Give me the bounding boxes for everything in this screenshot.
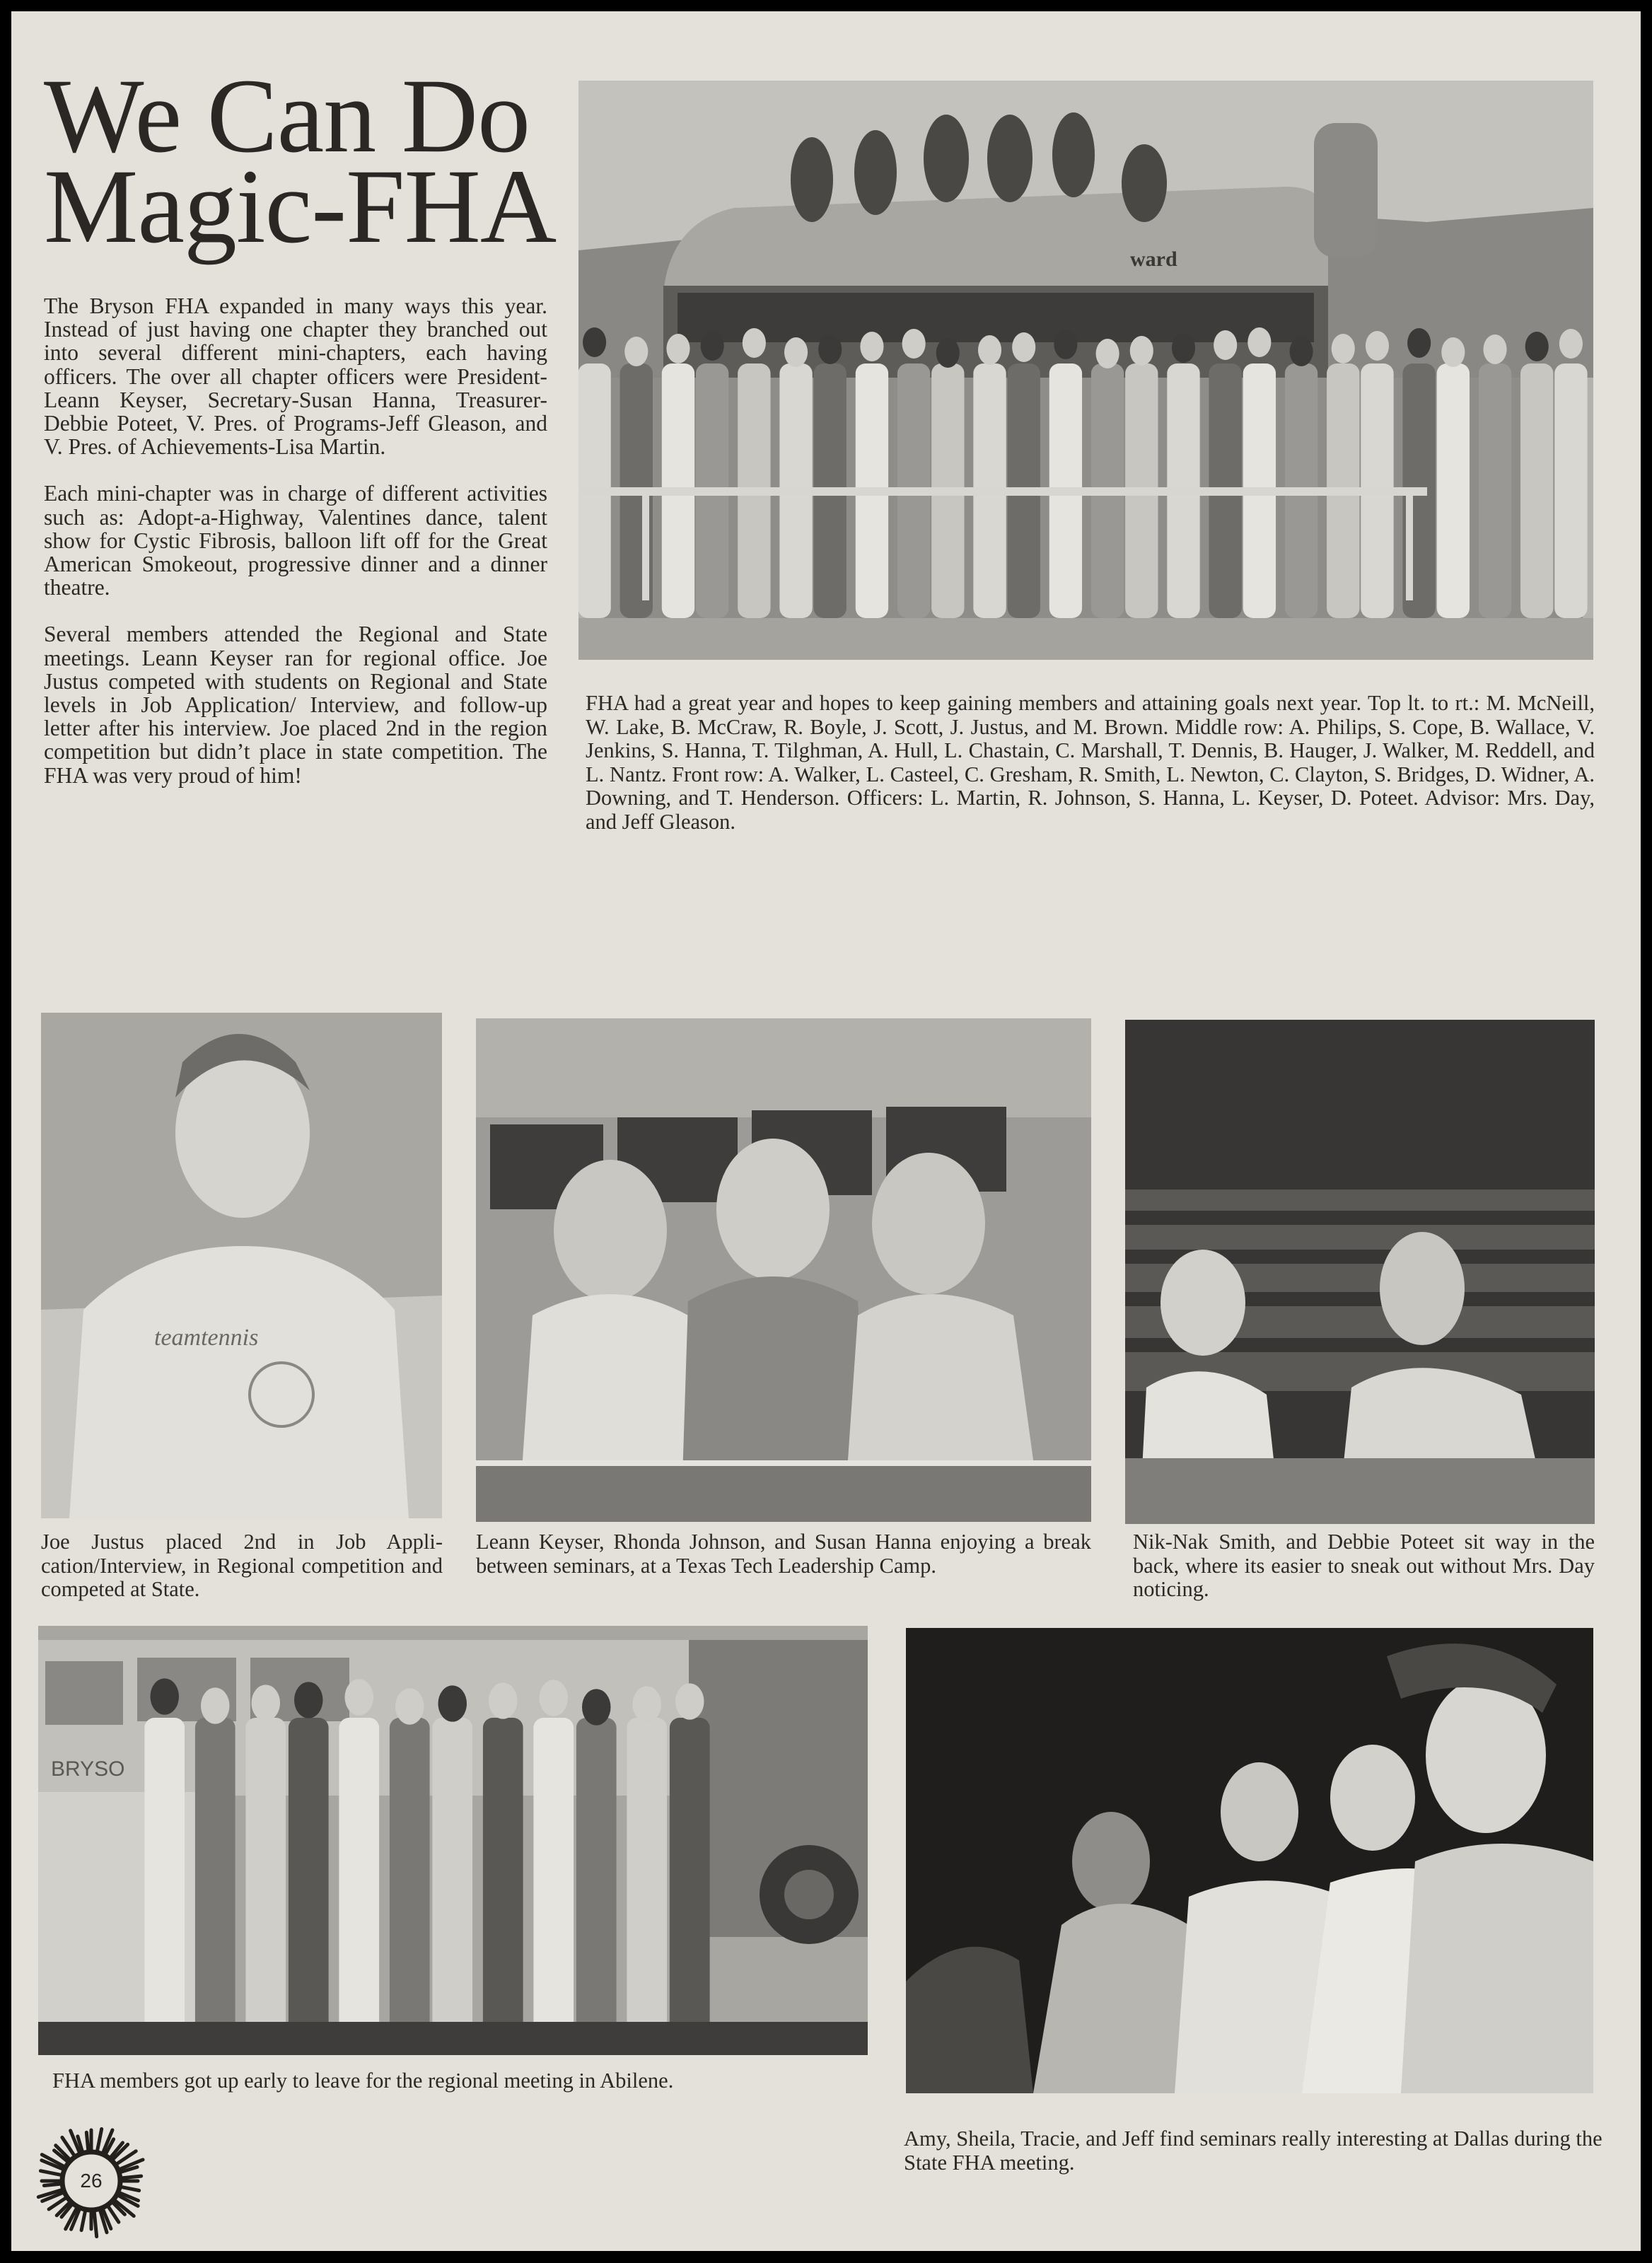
page-number: 26 bbox=[80, 2170, 103, 2192]
regional-trip-photo bbox=[38, 1626, 868, 2055]
joe-justus-photo bbox=[41, 1013, 442, 1518]
leadership-camp-photo bbox=[476, 1018, 1091, 1522]
back-row-illustration bbox=[1125, 1020, 1595, 1524]
page-title bbox=[44, 57, 567, 265]
regional-trip-illustration bbox=[38, 1626, 868, 2055]
bus-lettering: ward bbox=[1130, 248, 1177, 271]
story-paragraph: Each mini-chapter was in charge of different activities such as: Adopt-a-Highway, Valentines dance, talent show for Cystic Fibrosis, balloon lift off for the Great American Smokeout, progressive dinner and a dinner theatre. bbox=[44, 481, 547, 600]
page-title-line-2: Magic-FHA bbox=[44, 148, 557, 265]
joe-justus-caption: Joe Justus placed 2nd in Job Application/Interview, in Regional competition and competed at State. bbox=[41, 1530, 443, 1601]
page-title-line-1: We Can Do bbox=[44, 57, 530, 175]
leadership-camp-caption: Leann Keyser, Rhonda Johnson, and Susan Hanna enjoying a break between seminars, at a Texas Tech Leadership Camp. bbox=[476, 1530, 1091, 1578]
back-row-caption: Nik-Nak Smith, and Debbie Poteet sit way in the back, where its easier to sneak out without Mrs. Day noticing. bbox=[1133, 1530, 1595, 1601]
story-paragraph: The Bryson FHA expanded in many ways this year. Instead of just having one chapter they branched out into several different mini-chapters, each having officers. The over all chapter officers were President-Leann Keyser, Secretary-Susan Hanna, Treasurer-Debbie Poteet, V. Pres. of Programs-Jeff Gleason, and V. Pres. of Achievements-Lisa Martin. bbox=[44, 293, 547, 460]
group-photo-illustration bbox=[578, 81, 1593, 660]
joe-justus-illustration bbox=[41, 1013, 442, 1518]
group-photo-caption: FHA had a great year and hopes to keep gaining members and attaining goals next year. Top lt. to rt.: M. McNeill, W. Lake, B. McCraw, R. Boyle, J. Scott, J. Justus, and M. Brown. Middle row: A. Philips, S. Cope, B. Wallace, V. Jenkins, S. Hanna, T. Tilghman, A. Hull, L. Chastain, C. Marshall, T. Dennis, B. Hauger, J. Walker, M. Reddell, and L. Nantz. Front row: A. Walker, L. Casteel, C. Gresham, R. Smith, L. Newton, C. Clayton, S. Bridges, D. Widner, A. Downing, and T. Henderson. Officers: L. Martin, R. Johnson, S. Hanna, L. Keyser, D. Poteet. Advisor: Mrs. Day, and Jeff Gleason. bbox=[586, 691, 1595, 834]
back-row-photo bbox=[1125, 1020, 1595, 1524]
group-photo-bus bbox=[578, 81, 1593, 660]
shirt-lettering: teamtennis bbox=[154, 1325, 259, 1351]
page-number-badge bbox=[31, 2121, 151, 2241]
story-column bbox=[44, 294, 547, 810]
state-meeting-caption: Amy, Sheila, Tracie, and Jeff find seminars really interesting at Dallas during the State FHA meeting. bbox=[904, 2127, 1602, 2175]
state-meeting-illustration bbox=[906, 1628, 1593, 2093]
story-paragraph: Several members attended the Regional and State meetings. Leann Keyser ran for regional office. Joe Justus competed with students on Regional and State levels in Job Application/ Interview, and follow-up letter after his interview. Joe placed 2nd in the region competition but didn’t place in state competition. The FHA was very proud of him! bbox=[44, 622, 547, 788]
leadership-camp-illustration bbox=[476, 1018, 1091, 1522]
regional-trip-caption: FHA members got up early to leave for the regional meeting in Abilene. bbox=[52, 2069, 674, 2093]
state-meeting-photo bbox=[906, 1628, 1593, 2093]
bus-lettering: BRYSO bbox=[51, 1757, 125, 1781]
